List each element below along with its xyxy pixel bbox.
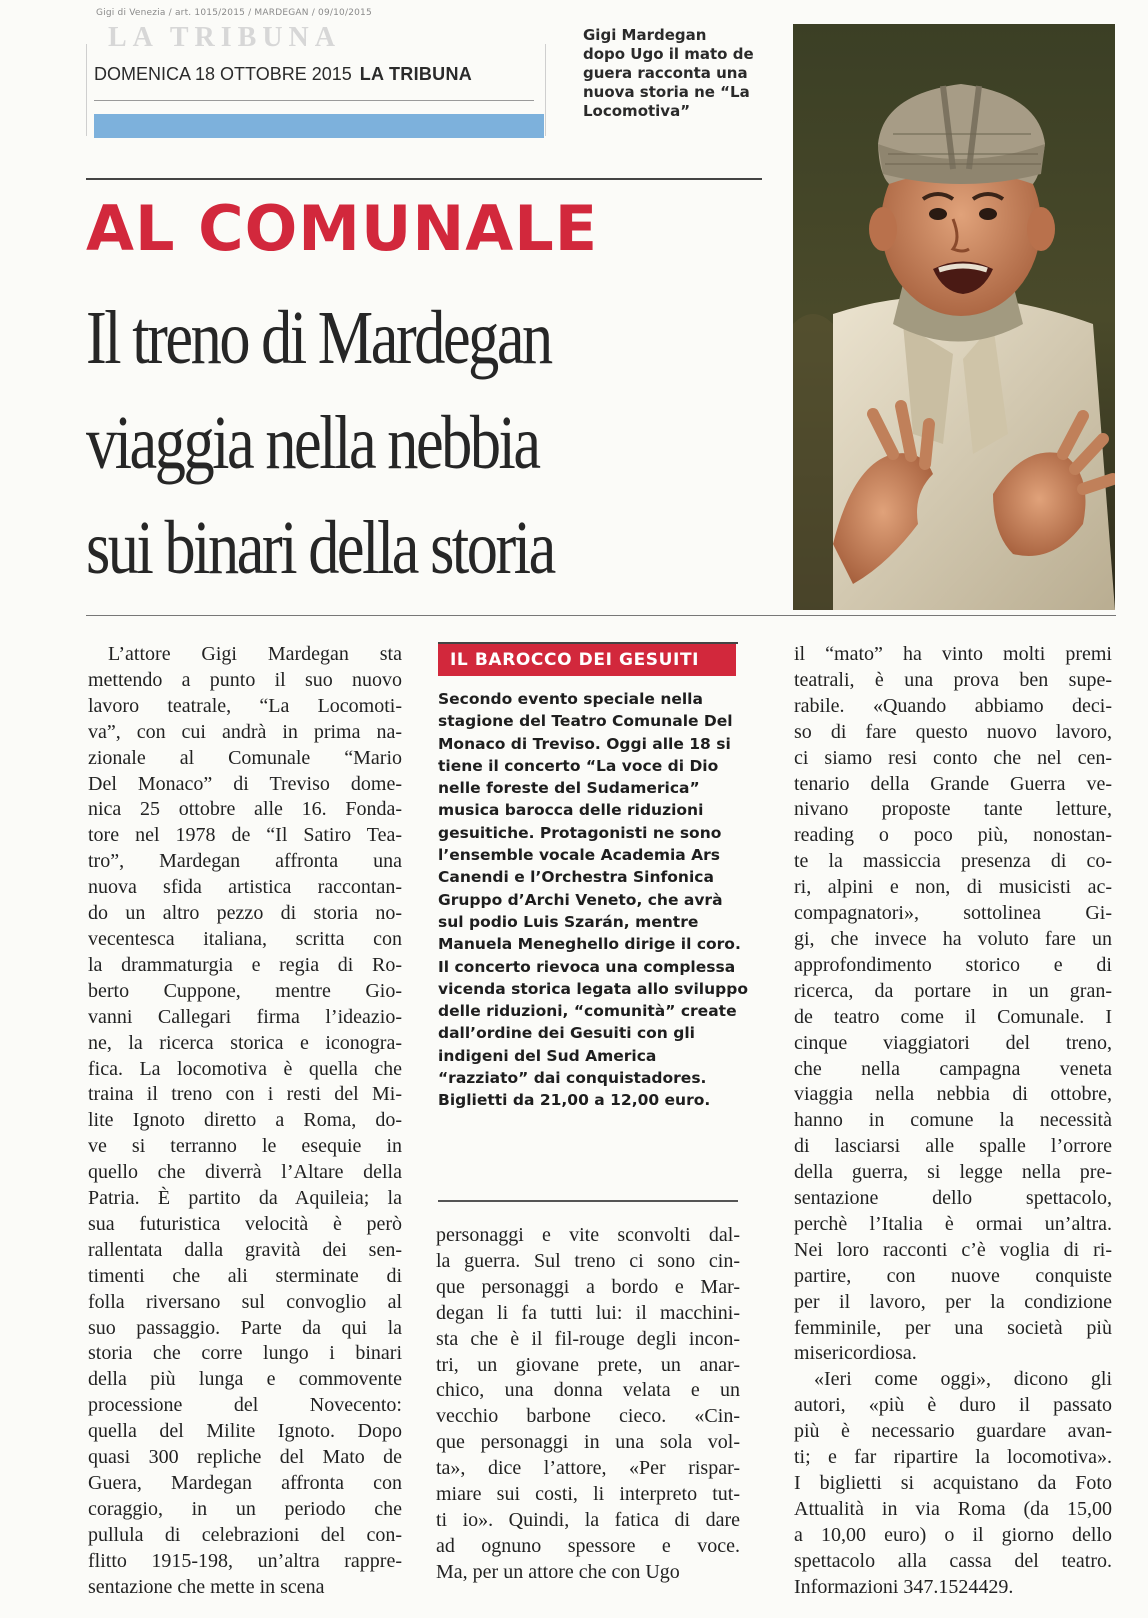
text-line: traina il treno con i resti del Mi- bbox=[88, 1083, 402, 1106]
sidebar-line: indigeni del Sud America bbox=[438, 1046, 657, 1065]
text-line: ve si terranno le esequie in bbox=[88, 1135, 402, 1158]
text-line: reading o poco più, nonostan- bbox=[794, 824, 1112, 847]
text-line: do un altro pezzo di storia no- bbox=[88, 902, 402, 925]
text-line: vecentesca italiana, scritta con bbox=[88, 927, 402, 950]
text-line: tri, un giovane prete, un anar- bbox=[436, 1353, 740, 1376]
newspaper-name: LA TRIBUNA bbox=[359, 64, 473, 84]
text-line: mettendo a punto il suo nuovo bbox=[88, 668, 402, 691]
article-column-2 bbox=[436, 1223, 740, 1586]
text-line: rabile. «Quando abbiamo deci- bbox=[794, 694, 1112, 717]
text-line: Attualità in via Roma (da 15,00 bbox=[794, 1497, 1112, 1520]
text-line: della guerra, si legge nella pre- bbox=[794, 1161, 1112, 1184]
text-line: ti io». Quindi, la fatica di dare bbox=[436, 1508, 740, 1531]
text-line: que personaggi in una sola vol- bbox=[436, 1431, 740, 1454]
text-line: ri, alpini e non, di musicisti ac- bbox=[794, 876, 1112, 899]
top-section-rule bbox=[86, 178, 762, 180]
text-line: storia che corre lungo i binari bbox=[88, 1342, 402, 1365]
text-line: ti; e far ripartire la locomotiva». bbox=[794, 1446, 1112, 1469]
text-line: suo passaggio. Parte da qui la bbox=[88, 1316, 402, 1339]
text-line: spettacolo alla cassa del teatro. bbox=[794, 1549, 1112, 1572]
text-line: la drammaturgia e regia di Ro- bbox=[88, 953, 402, 976]
article-column-3 bbox=[794, 642, 1112, 1601]
sidebar-line: vicenda storica legata allo sviluppo bbox=[438, 979, 748, 998]
text-line: Informazioni 347.1524429. bbox=[794, 1575, 1014, 1598]
text-line: fica. La locomotiva è quella che bbox=[88, 1057, 402, 1080]
headline-line: viaggia nella nebbia bbox=[86, 401, 539, 485]
text-line: ad ognuno spessore e voce. bbox=[436, 1534, 740, 1557]
text-line: zionale al Comunale “Mario bbox=[88, 746, 402, 769]
text-line: tenario della Grande Guerra ve- bbox=[794, 772, 1112, 795]
text-line: sentazione dello spettacolo, bbox=[794, 1187, 1112, 1210]
text-line: la guerra. Sul treno ci sono cin- bbox=[436, 1249, 740, 1272]
sidebar-line: tiene il concerto “La voce di Dio bbox=[438, 756, 719, 775]
sidebar-line: Monaco di Treviso. Oggi alle 18 si bbox=[438, 734, 731, 753]
text-line: coraggio, in un periodo che bbox=[88, 1497, 402, 1520]
dateline bbox=[94, 64, 472, 85]
sidebar-line: Biglietti da 21,00 a 12,00 euro. bbox=[438, 1091, 711, 1110]
caption-line: guera racconta una bbox=[583, 64, 748, 82]
sidebar-line: stagione del Teatro Comunale Del bbox=[438, 712, 733, 731]
text-line: Patria. È partito da Aquileia; la bbox=[88, 1187, 402, 1210]
headline-line: sui binari della storia bbox=[86, 506, 554, 590]
sidebar-line: Canendi e l’Orchestra Sinfonica bbox=[438, 868, 714, 887]
sidebar-line: Il concerto rievoca una complessa bbox=[438, 957, 736, 976]
text-line: pullula di celebrazioni del con- bbox=[88, 1523, 402, 1546]
text-line: sentazione che mette in scena bbox=[88, 1575, 325, 1598]
text-line: te la massiccia presenza di co- bbox=[794, 850, 1112, 873]
text-line: Guera, Mardegan affronta con bbox=[88, 1472, 402, 1494]
text-line: cinque viaggiatori del treno, bbox=[794, 1031, 1112, 1054]
masthead bbox=[94, 8, 544, 136]
sidebar-header: IL BAROCCO DEI GESUITI bbox=[438, 644, 736, 676]
text-line: gi, che invece ha voluto fare un bbox=[794, 927, 1112, 950]
caption-line: Locomotiva” bbox=[583, 102, 691, 120]
text-line: folla riversano sul convoglio al bbox=[88, 1290, 402, 1313]
text-line: partire, con nuove conquiste bbox=[794, 1264, 1112, 1287]
text-line: so di fare questo nuovo lavoro, bbox=[794, 720, 1112, 743]
article-column-1 bbox=[88, 642, 402, 1601]
text-line: quasi 300 repliche del Mato de bbox=[88, 1446, 402, 1469]
sidebar-line: “razziato” dai conquistadores. bbox=[438, 1069, 707, 1088]
text-line: vanni Callegari firma l’ideazio- bbox=[88, 1005, 402, 1028]
caption-line: Gigi Mardegan bbox=[583, 26, 707, 44]
text-line: il “mato” ha vinto molti premi bbox=[794, 643, 1112, 665]
text-line: processione del Novecento: bbox=[88, 1394, 402, 1417]
text-line: flitto 1915-198, un’altra rappre- bbox=[88, 1549, 402, 1572]
text-line: tro”, Mardegan affronta una bbox=[88, 850, 402, 873]
text-line: di lasciarsi alle spalle l’orrore bbox=[794, 1135, 1112, 1158]
text-line: ne, la ricerca storica e iconogra- bbox=[88, 1031, 402, 1054]
masthead-rule bbox=[94, 100, 534, 101]
sidebar-line: gesuitiche. Protagonisti ne sono bbox=[438, 823, 722, 842]
text-line: quello che diverrà l’Altare della bbox=[88, 1161, 402, 1184]
text-line: Del Monaco” di Treviso dome- bbox=[88, 772, 402, 795]
sidebar-line: Manuela Meneghello dirige il coro. bbox=[438, 935, 741, 954]
caption-line: dopo Ugo il mato de bbox=[583, 45, 754, 63]
text-line: ricerca, da portare in un gran- bbox=[794, 979, 1112, 1002]
text-line: miare sui costi, li interpreto tut- bbox=[436, 1483, 740, 1506]
text-line: Ma, per un attore che con Ugo bbox=[436, 1560, 680, 1583]
sidebar-line: musica barocca delle riduzioni bbox=[438, 801, 704, 820]
text-line: nuova sfida artistica raccontan- bbox=[88, 876, 402, 899]
text-line: chico, una donna velata e un bbox=[436, 1379, 740, 1402]
text-line: I biglietti si acquistano da Foto bbox=[794, 1472, 1112, 1494]
text-line: va”, con cui andrà in prima na- bbox=[88, 720, 402, 743]
text-line: della più lunga e commovente bbox=[88, 1368, 402, 1391]
sidebar-bottom-rule bbox=[438, 1200, 738, 1202]
text-line: teatrali, è una prova ben supe- bbox=[794, 668, 1112, 691]
title-bottom-rule bbox=[86, 615, 1116, 616]
text-line: lite Ignoto diretto a Roma, do- bbox=[88, 1109, 402, 1132]
text-line: de teatro come il Comunale. I bbox=[794, 1005, 1112, 1028]
sidebar-line: delle riduzioni, “comunità” create bbox=[438, 1002, 737, 1021]
text-line: sta che è il fil-rouge degli incon- bbox=[436, 1327, 740, 1350]
sidebar-line: Secondo evento speciale nella bbox=[438, 690, 703, 708]
text-line: quella del Milite Ignoto. Dopo bbox=[88, 1420, 402, 1443]
text-line: viaggia nella nebbia di ottobre, bbox=[794, 1083, 1112, 1106]
text-line: tore nel 1978 de “Il Satiro Tea- bbox=[88, 824, 402, 847]
text-line: ci siamo resi conto che nel cen- bbox=[794, 746, 1112, 769]
masthead-color-band bbox=[94, 114, 544, 138]
text-line: «Ieri come oggi», dicono gli bbox=[814, 1368, 1112, 1391]
caption-line: nuova storia ne “La bbox=[583, 83, 750, 101]
masthead-ghost-text: LA TRIBUNA bbox=[108, 22, 341, 53]
text-line: L’attore Gigi Mardegan sta bbox=[108, 643, 402, 665]
text-line: sua futuristica velocità è però bbox=[88, 1212, 402, 1235]
text-line: nica 25 ottobre alle 16. Fonda- bbox=[88, 798, 402, 821]
text-line: degan li fa tutti lui: il macchini- bbox=[436, 1301, 740, 1324]
text-line: più è necessario guardare avan- bbox=[794, 1420, 1112, 1443]
sidebar-line: dall’ordine dei Gesuiti con gli bbox=[438, 1024, 695, 1043]
section-kicker: AL COMUNALE bbox=[86, 192, 599, 265]
text-line: compagnatori», sottolinea Gi- bbox=[794, 902, 1112, 925]
masthead-top-note: Gigi di Venezia / art. 1015/2015 / MARDEGAN / 09/10/2015 bbox=[96, 8, 372, 18]
sidebar-line: nelle foreste del Sudamerica” bbox=[438, 779, 700, 798]
text-line: berto Cuppone, mentre Gio- bbox=[88, 979, 402, 1002]
text-line: autori, «più è duro il passato bbox=[794, 1394, 1112, 1417]
text-line: nivano proposte tante letture, bbox=[794, 798, 1112, 821]
sidebar-text bbox=[438, 688, 748, 1112]
text-line: vecchio barbone cieco. «Cin- bbox=[436, 1405, 740, 1428]
text-line: perchè l’Italia è ormai un’altra. bbox=[794, 1212, 1112, 1235]
actor-portrait-photo bbox=[793, 24, 1115, 610]
text-line: rallentata dalla gravità dei sen- bbox=[88, 1238, 402, 1261]
text-line: timenti che ali sterminate di bbox=[88, 1264, 402, 1287]
text-line: lavoro teatrale, “La Locomoti- bbox=[88, 694, 402, 717]
issue-date: DOMENICA 18 OTTOBRE 2015 bbox=[94, 64, 352, 84]
text-line: que personaggi a bordo e Mar- bbox=[436, 1275, 740, 1298]
text-line: personaggi e vite sconvolti dal- bbox=[436, 1224, 740, 1246]
text-line: per il lavoro, per la condizione bbox=[794, 1290, 1112, 1313]
headline-line: Il treno di Mardegan bbox=[86, 296, 551, 380]
sidebar-line: sul podio Luis Szarán, mentre bbox=[438, 912, 699, 931]
text-line: approfondimento storico e di bbox=[794, 953, 1112, 976]
text-line: Nei loro racconti c’è voglia di ri- bbox=[794, 1238, 1112, 1261]
text-line: hanno in comune la necessità bbox=[794, 1109, 1112, 1132]
text-line: a 10,00 euro) o il giorno dello bbox=[794, 1523, 1112, 1546]
sidebar-line: Gruppo d’Archi Veneto, che avrà bbox=[438, 890, 723, 909]
text-line: misericordiosa. bbox=[794, 1342, 917, 1365]
text-line: femminile, per una società più bbox=[794, 1316, 1112, 1339]
text-line: ta», dice l’attore, «Per rispar- bbox=[436, 1457, 740, 1480]
sidebar-top-rule bbox=[438, 642, 738, 644]
sidebar-line: l’ensemble vocale Academia Ars bbox=[438, 846, 721, 865]
text-line: che nella campagna veneta bbox=[794, 1057, 1112, 1080]
photo-caption bbox=[583, 26, 761, 121]
